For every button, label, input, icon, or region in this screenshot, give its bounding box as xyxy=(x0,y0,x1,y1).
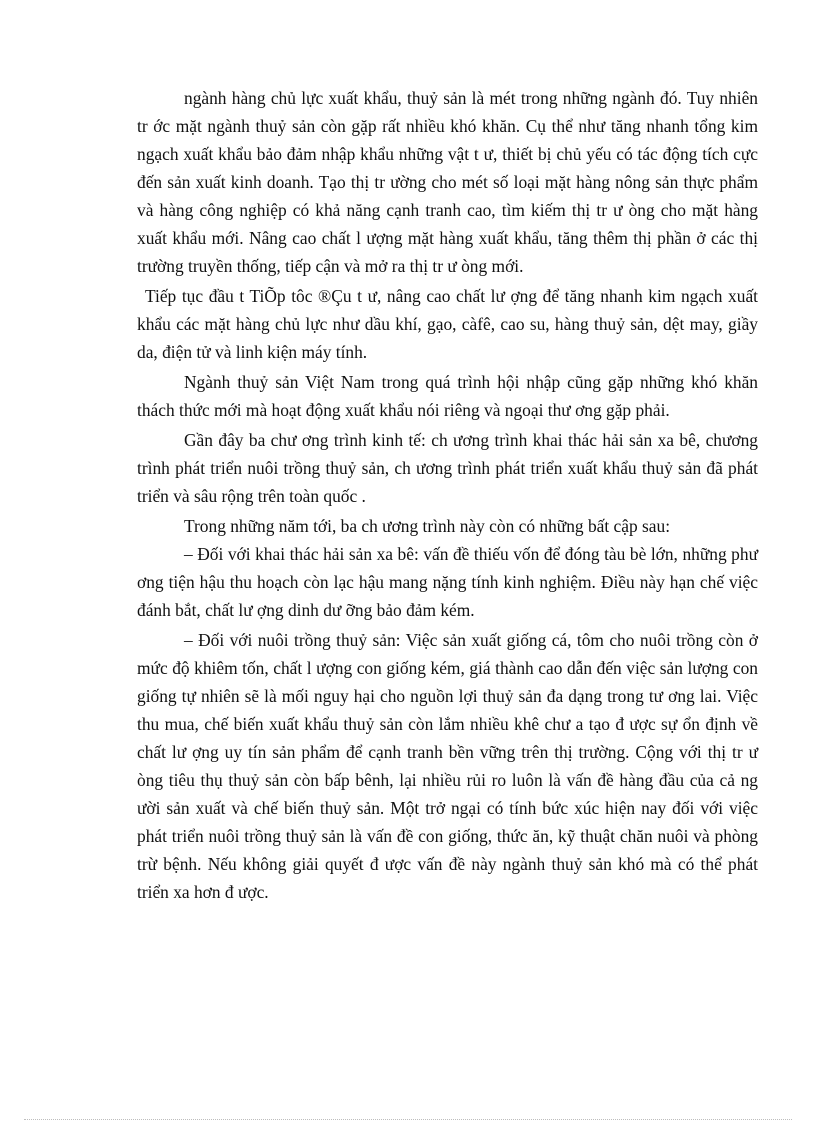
paragraph-6: – Đối với khai thác hải sản xa bê: vấn đề thiếu vốn để đóng tàu bè lớn, những phư ơng tiện hậu thu hoạch còn lạc hậu mang nặng tính kinh nghiệm. Điều này hạn chế việc đánh bắt, chất lư ợng dinh dư ỡng bảo đảm kém. xyxy=(137,544,758,620)
paragraph-5: Trong những năm tới, ba ch ương trình này còn có những bất cập sau: xyxy=(184,516,671,536)
paragraph-1: ngành hàng chủ lực xuất khẩu, thuỷ sản là mét trong những ngành đó. Tuy nhiên tr ớc mặt ngành thuỷ sản còn gặp rất nhiều khó khăn. Cụ thể như tăng nhanh tổng kim ngạch xuất khẩu bảo đảm nhập khẩu những vật t ư, thiết bị chủ yếu có tác động tích cực đến sản xuất kinh doanh. Tạo thị tr ường cho mét số loại mặt hàng nông sản thực phẩm và hàng công nghiệp có khả năng cạnh tranh cao, tìm kiếm thị tr ư òng cho mặt hàng xuất khẩu mới. Nâng cao chất l ượng mặt hàng xuất khẩu, tăng thêm thị phần ở các thị trường truyền thống, tiếp cận và mở ra thị tr ư òng mới. xyxy=(137,88,758,276)
paragraph-4: Gần đây ba chư ơng trình kinh tế: ch ương trình khai thác hải sản xa bê, chương trình phát triển nuôi trồng thuỷ sản, ch ương trình phát triển xuất khẩu thuỷ sản đã phát triển và sâu rộng trên toàn quốc . xyxy=(137,430,758,506)
paragraph-3: Ngành thuỷ sản Việt Nam trong quá trình hội nhập cũng gặp những khó khăn thách thức mới mà hoạt động xuất khẩu nói riêng và ngoại thư ơng gặp phải. xyxy=(137,372,758,420)
paragraph-7: – Đối với nuôi trồng thuỷ sản: Việc sản xuất giống cá, tôm cho nuôi trồng còn ở mức độ khiêm tốn, chất l ượng con giống kém, giá thành cao dẫn đến việc sản lượng con giống tự nhiên sẽ là mối nguy hại cho nguồn lợi thuỷ sản đa dạng trong tư ơng lai. Việc thu mua, chế biến xuất khẩu thuỷ sản còn lắm nhiều khê chư a tạo đ ược sự ổn định về chất lư ợng uy tín sản phẩm để cạnh tranh bền vững trên thị trường. Cộng với thị tr ư òng tiêu thụ thuỷ sản còn bấp bênh, lại nhiều rủi ro luôn là vấn đề hàng đầu của cả ng ười sản xuất và chế biến thuỷ sản. Một trở ngại có tính bức xúc hiện nay đối với việc phát triển nuôi trồng thuỷ sản là vấn đề con giống, thức ăn, kỹ thuật chăn nuôi và phòng trừ bệnh. Nếu không giải quyết đ ược vấn đề này ngành thuỷ sản khó mà có thể phát triển xa hơn đ ược. xyxy=(137,630,758,902)
page-bottom-divider xyxy=(24,1119,792,1120)
paragraph-2: Tiếp tục đầu t TiÕp tôc ®Çu t ư, nâng cao chất lư ợng để tăng nhanh kim ngạch xuất khẩu các mặt hàng chủ lực như dầu khí, gạo, càfê, cao su, hàng thuỷ sản, dệt may, giầy da, điện tử và linh kiện máy tính. xyxy=(137,286,758,362)
document-body xyxy=(137,84,758,906)
